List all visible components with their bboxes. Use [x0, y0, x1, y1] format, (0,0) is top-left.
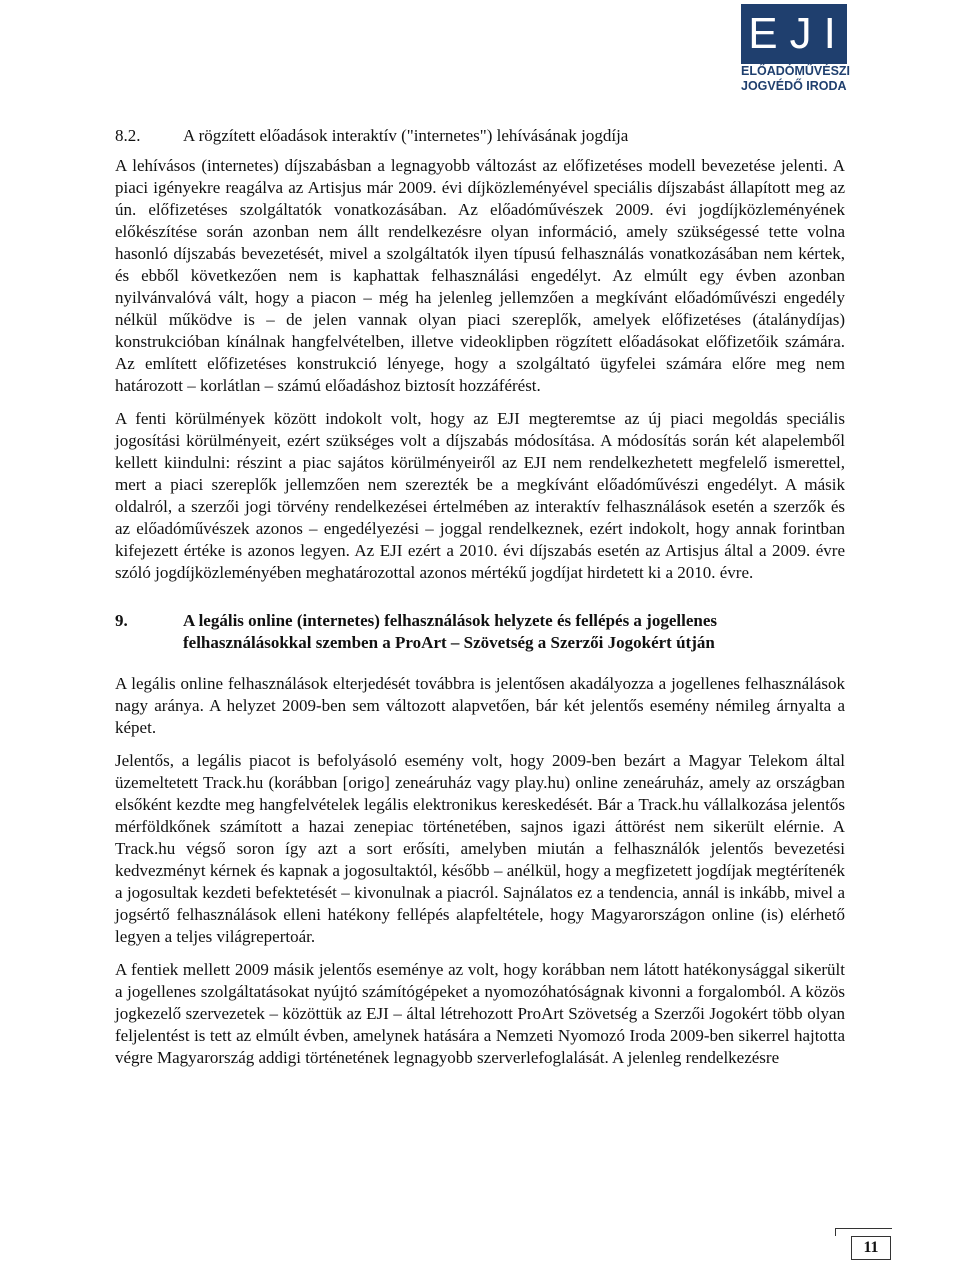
- paragraph: A fentiek mellett 2009 másik jelentős eseménye az volt, hogy korábban nem látott hatékonysággal sikerült a jogellenes szolgáltatásokat nyújtó számítógépeket a nyomozóhatóságnak kivonni a forgalomból. A közös jogkezelő szervezetek – közöttük az EJI – által létrehozott ProArt Szövetség a Szerzői Jogokért több olyan feljelentést is tett az elmúlt évben, amelynek hatására a Nemzeti Nyomozó Iroda 2009-ben sikerrel hajtotta végre Magyarország addigi történetének legnagyobb szerverlefoglalását. A jelenleg rendelkezésre: [115, 960, 845, 1067]
- section-heading: [115, 610, 845, 654]
- footer-rule: [835, 1228, 892, 1236]
- logo-mark: EJI: [741, 4, 847, 64]
- section-title: A legális online (internetes) felhasználások helyzete és fellépés a jogellenes felhasználásokkal szemben a ProArt – Szövetség a Szerzői Jogokért útján: [183, 611, 717, 652]
- paragraph: A fenti körülmények között indokolt volt, hogy az EJI megteremtse az új piaci megoldás speciális jogosítási körülményeit, ezért szükséges volt a díjszabás módosítása. A módosítás során két alapelemből kellett kiindulni: részint a piac sajátos körülményeiről az EJI nem rendelkezhetett megfelelő ismerettel, mert a piaci szereplők jellemzően nem szerezték be a megkívánt előadóművészi engedélyt. A másik oldalról, a szerzői jogi törvény rendelkezései értelmében az interaktív felhasználások esetén a szerzők és az előadóművészek azonos – engedélyezési – joggal rendelkeznek, ezért indokolt, hogy annak forintban kifejezett értéke is azonos legyen. Az EJI ezért a 2010. évi díjszabás esetén az Artisjus által a 2009. évre szóló jogdíjközleményében meghatározottal azonos mértékű jogdíjat hirdetett ki a 2010. évre.: [115, 409, 845, 582]
- paragraph: A lehívásos (internetes) díjszabásban a legnagyobb változást az előfizetéses modell bevezetése jelenti. A piaci igényekre reagálva az Artisjus már 2009. évi díjközleményével speciális díjszabást állapított meg az ún. előfizetéses szolgáltatók vonatkozásában. Az előadóművészek 2009. évi jogdíjközleményének előkészítése során azonban nem állt rendelkezésre olyan információ, amely szükségessé tette volna hasonló díjszabás bevezetését, mivel a szolgáltatók ilyen típusú felhasználás vonatkozásában nem kértek, és ebből következően nem is kaphattak felhasználási engedélyt. Az elmúlt egy évben azonban nyilvánvalóvá vált, hogy a piacon – még ha jelenleg jellemzően a megkívánt előadóművészi engedély nélkül működve is – de jelen vannak olyan piaci szereplők, amelyek előfizetéses (átalánydíjas) konstrukcióban kínálnak hangfelvételben, illetve videoklipben rögzített előadásokat előfizetőik számára. Az említett előfizetéses konstrukció lényege, hogy a szolgáltató ügyfelei számára előre meg nem határozott – korlátlan – számú előadáshoz biztosít hozzáférést.: [115, 156, 845, 395]
- page-number: 11: [851, 1236, 891, 1260]
- paragraph: Jelentős, a legális piacot is befolyásoló esemény volt, hogy 2009-ben bezárt a Magyar Telekom által üzemeltetett Track.hu (korábban [origo] zeneáruház vagy play.hu) online zeneáruház, amely az országban elsőként kezdte meg hangfelvételek legális elektronikus kereskedését. Bár a Track.hu vállalkozása jelentős mérföldkőnek számított a hazai zenepiac történetében, sajnos igazi áttörést nem sikerült elérnie. A Track.hu végső soron így azt a sort erősíti, amelyben miután a felhasználók jelentős bevezetési kedvezményt kérnek és kapnak a jogosultaktól, később – anélkül, hogy a megfizetett jogdíjak megtérítenék a jogosultak kezdeti befektetését – kivonulnak a piacról. Sajnálatos ez a tendencia, annál is inkább, mivel a jogsértő felhasználások elleni hatékony fellépés alapfeltétele, hogy Magyarországon online (is) elérhető legyen a teljes világrepertoár.: [115, 751, 845, 946]
- logo-line-2: JOGVÉDŐ IRODA: [741, 79, 847, 93]
- subsection-heading: [115, 125, 845, 147]
- paragraph: A legális online felhasználások elterjedését továbbra is jelentősen akadályozza a jogellenes felhasználások nagy aránya. A helyzet 2009-ben sem változott alapvetően, bár két jelentős esemény némileg árnyalta a képet.: [115, 674, 845, 737]
- section-number: 9.: [115, 611, 128, 630]
- eji-logo: [741, 4, 851, 94]
- page-content: [115, 125, 845, 1080]
- logo-line-1: ELŐADÓMŰVÉSZI: [741, 64, 851, 78]
- subsection-title: A rögzített előadások interaktív ("internetes") lehívásának jogdíja: [183, 126, 629, 145]
- subsection-number: 8.2.: [115, 126, 141, 145]
